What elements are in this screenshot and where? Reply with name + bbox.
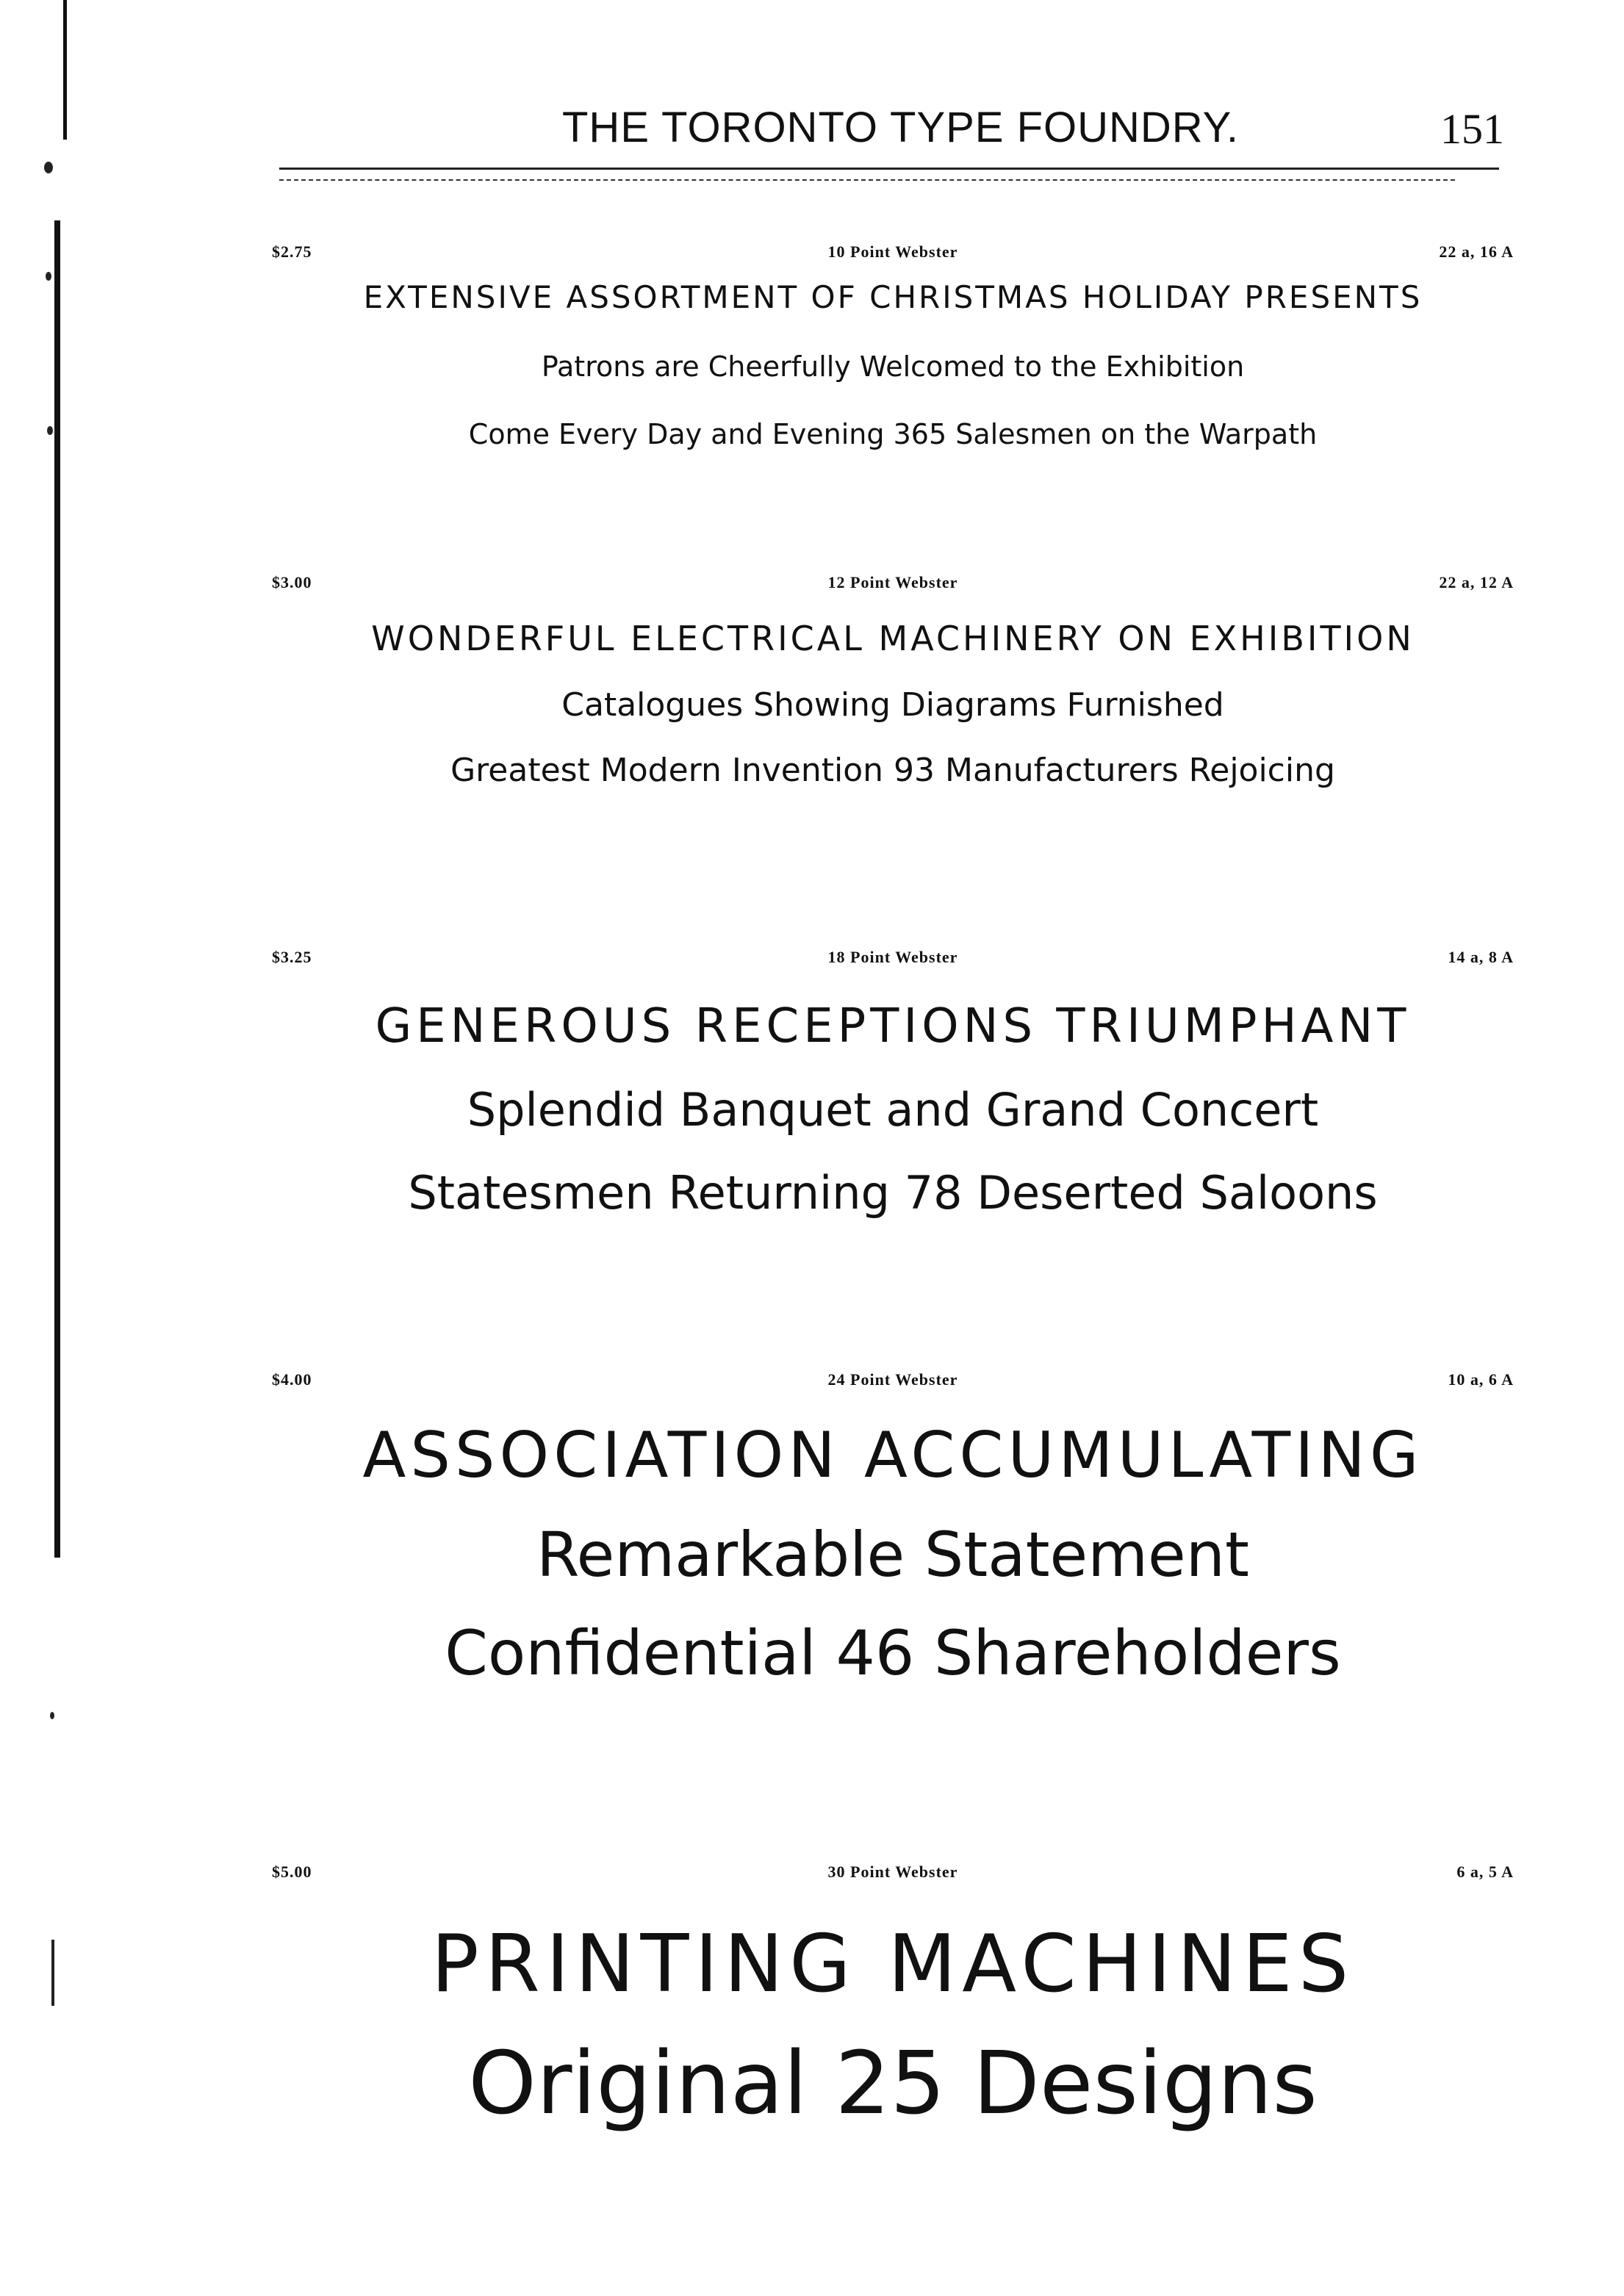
specimen-30pt (272, 1863, 1514, 2134)
page-title: THE TORONTO TYPE FOUNDRY. (562, 104, 1239, 151)
ink-speck (50, 1712, 54, 1719)
font-count: 22 a, 12 A (1439, 573, 1514, 591)
specimen-line: Original 25 Designs (468, 2032, 1318, 2134)
specimen-meta (272, 573, 1514, 602)
header-rule-broken (279, 179, 1455, 181)
price: $3.25 (272, 948, 312, 966)
specimen-line: Greatest Modern Invention 93 Manufacturers Rejoicing (450, 752, 1335, 789)
ink-speck (51, 1940, 54, 2006)
font-count: 6 a, 5 A (1456, 1863, 1514, 1881)
specimen-line: Remarkable Statement (536, 1519, 1249, 1591)
type-size: 24 Point Webster (827, 1370, 958, 1389)
font-count: 14 a, 8 A (1448, 948, 1514, 966)
binding-edge (54, 220, 60, 1558)
price: $2.75 (272, 242, 312, 261)
specimen-meta (272, 1370, 1514, 1400)
type-size: 30 Point Webster (827, 1863, 958, 1881)
specimen-line: Patrons are Cheerfully Welcomed to the Exhibition (541, 350, 1245, 383)
ink-speck (44, 162, 53, 173)
specimen-line: Splendid Banquet and Grand Concert (467, 1083, 1319, 1137)
font-count: 10 a, 6 A (1448, 1370, 1514, 1389)
ink-speck (47, 426, 53, 435)
type-size: 10 Point Webster (827, 242, 958, 261)
type-size: 18 Point Webster (827, 948, 958, 966)
ink-speck (46, 272, 51, 281)
specimen-line: EXTENSIVE ASSORTMENT OF CHRISTMAS HOLIDAY PRESENTS (363, 279, 1423, 315)
page-number: 151 (1440, 105, 1504, 153)
specimen-line: Confidential 46 Shareholders (445, 1617, 1341, 1689)
type-size: 12 Point Webster (827, 573, 958, 591)
specimen-24pt (272, 1370, 1514, 1689)
specimen-line: Statesmen Returning 78 Deserted Saloons (408, 1166, 1378, 1220)
specimen-line: PRINTING MACHINES (431, 1918, 1355, 2010)
specimen-line: Come Every Day and Evening 365 Salesmen on the Warpath (468, 418, 1318, 450)
specimen-meta (272, 948, 1514, 977)
font-count: 22 a, 16 A (1439, 242, 1514, 261)
specimen-meta (272, 1863, 1514, 1892)
specimen-line: WONDERFUL ELECTRICAL MACHINERY ON EXHIBITION (371, 619, 1415, 658)
specimen-line: Catalogues Showing Diagrams Furnished (561, 686, 1224, 724)
running-head (0, 103, 1624, 162)
specimen-line: ASSOCIATION ACCUMULATING (362, 1419, 1423, 1492)
specimen-meta (272, 242, 1514, 272)
price: $4.00 (272, 1370, 312, 1389)
specimen-10pt (272, 242, 1514, 450)
specimen-line: GENEROUS RECEPTIONS TRIUMPHANT (375, 999, 1411, 1054)
price: $3.00 (272, 573, 312, 591)
specimen-12pt (272, 573, 1514, 789)
specimen-18pt (272, 948, 1514, 1220)
header-rule (279, 168, 1499, 170)
price: $5.00 (272, 1863, 312, 1881)
